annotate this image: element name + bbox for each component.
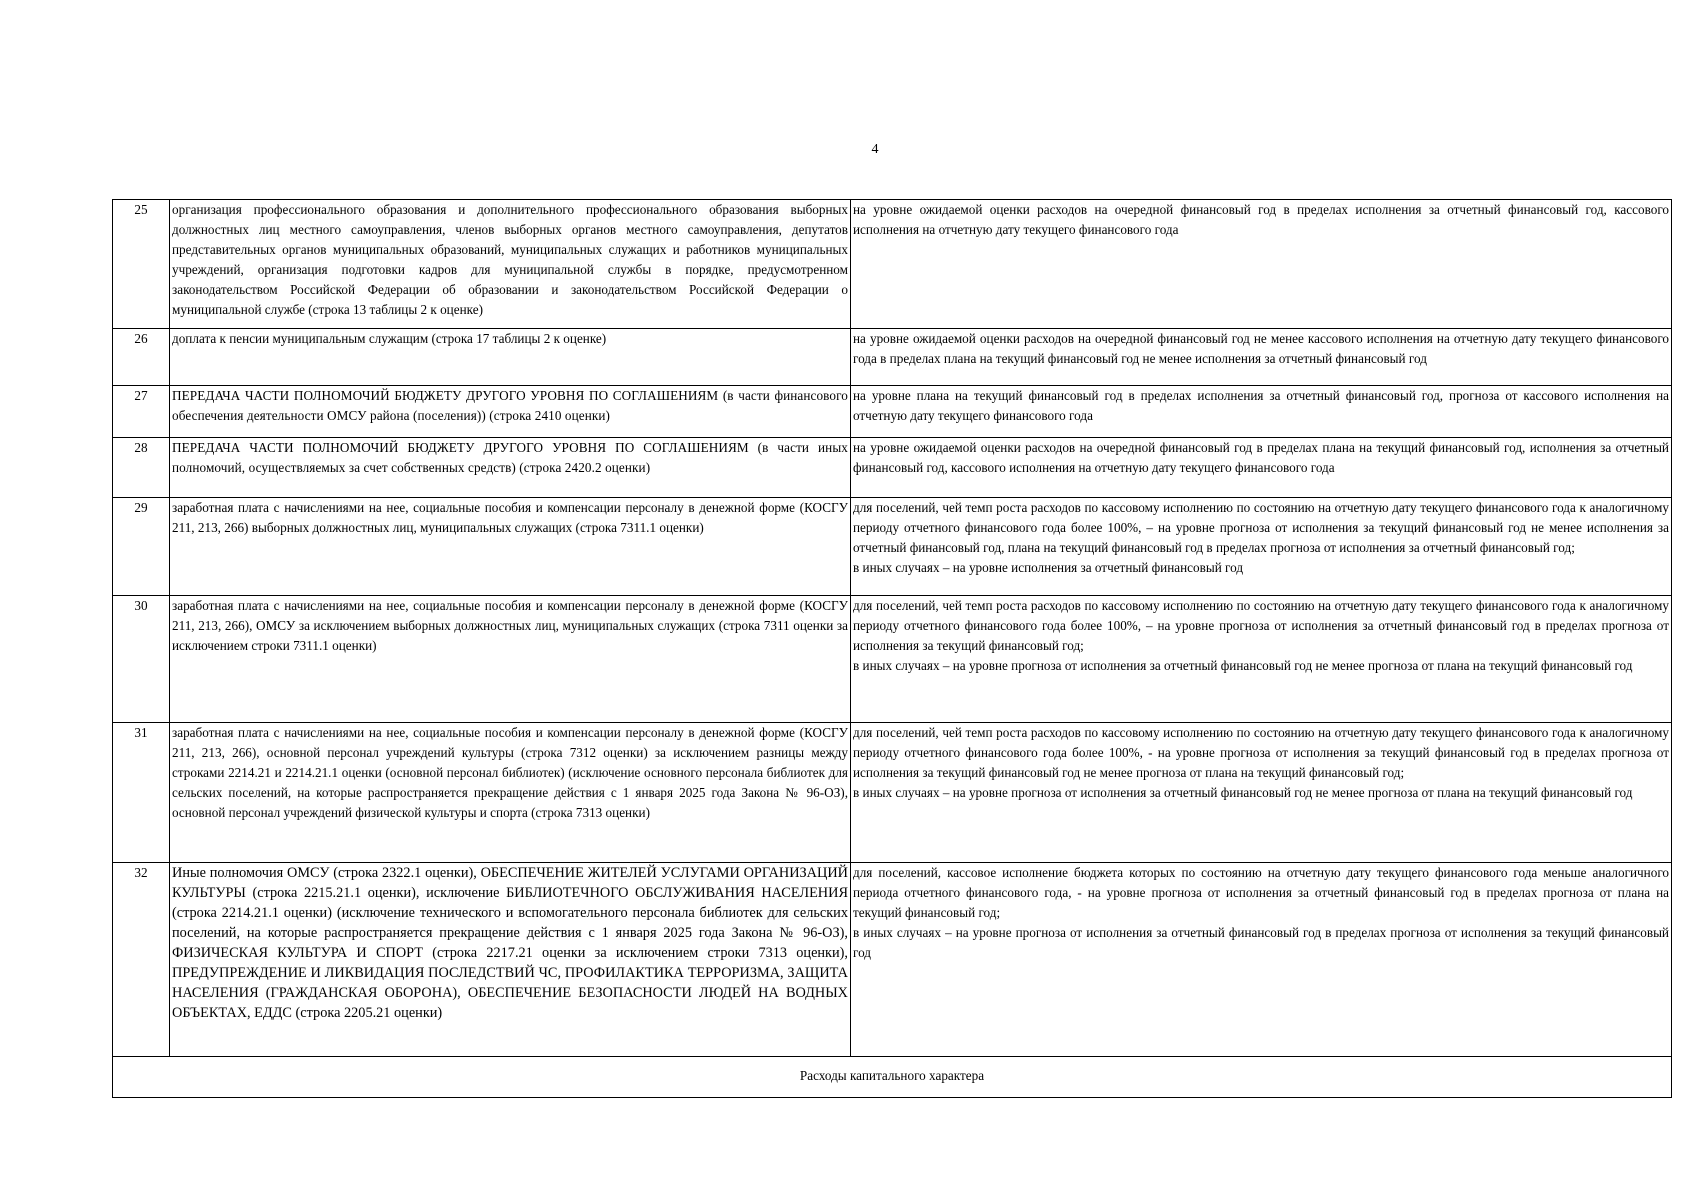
row-number: 32 <box>113 863 170 1057</box>
table-row <box>113 386 1672 438</box>
rule-paragraph: для поселений, кассовое исполнение бюджета которых по состоянию на отчетную дату текущего финансового года меньше аналогичного периода отчетного финансового года, - на уровне прогноза от исполнения за отчетный финансовый год в пределах прогноза от плана на текущий финансовый год; <box>853 865 1669 920</box>
table-row <box>113 200 1672 329</box>
rule-paragraph: для поселений, чей темп роста расходов по кассовому исполнению по состоянию на отчетную дату текущего финансового года к аналогичному периоду отчетного финансового года более 100%, - на уровне прогноза от исполнения за текущий финансовый год в пределах прогноза от исполнения за текущий финансовый год не менее прогноза от плана на текущий финансовый год; <box>853 725 1669 780</box>
calculation-rule: на уровне ожидаемой оценки расходов на очередной финансовый год в пределах исполнения за отчетный финансовый год, кассового исполнения на отчетную дату текущего финансового года <box>851 200 1672 329</box>
row-number: 26 <box>113 329 170 386</box>
section-heading: Расходы капитального характера <box>113 1057 1672 1098</box>
row-number: 25 <box>113 200 170 329</box>
rule-paragraph-other: в иных случаях – на уровне исполнения за отчетный финансовый год <box>853 560 1244 575</box>
row-number: 29 <box>113 498 170 596</box>
calculation-rule: на уровне ожидаемой оценки расходов на очередной финансовый год не менее кассового исполнения на отчетную дату текущего финансового года в пределах плана на текущий финансовый год не менее исполнения за отчетный финансовый год <box>851 329 1672 386</box>
expense-item: ПЕРЕДАЧА ЧАСТИ ПОЛНОМОЧИЙ БЮДЖЕТУ ДРУГОГО УРОВНЯ ПО СОГЛАШЕНИЯМ (в части финансового обеспечения деятельности ОМСУ района (поселения)) (строка 2410 оценки) <box>170 386 851 438</box>
calculation-rule <box>851 596 1672 723</box>
rule-paragraph: для поселений, чей темп роста расходов по кассовому исполнению по состоянию на отчетную дату текущего финансового года к аналогичному периоду отчетного финансового года более 100%, – на уровне прогноза от исполнения за отчетный финансовый год в пределах прогноза от исполнения за текущий финансовый год; <box>853 598 1669 653</box>
page-number: 4 <box>871 142 879 157</box>
table-row <box>113 329 1672 386</box>
calculation-rule: на уровне ожидаемой оценки расходов на очередной финансовый год в пределах плана на текущий финансовый год, исполнения за отчетный финансовый год, кассового исполнения на отчетную дату текущего финансового года <box>851 438 1672 498</box>
rule-paragraph: для поселений, чей темп роста расходов по кассовому исполнению по состоянию на отчетную дату текущего финансового года к аналогичному периоду отчетного финансового года более 100%, – на уровне прогноза от исполнения за текущий финансовый год не менее исполнения за отчетный финансовый год, плана на текущий финансовый год в пределах прогноза от исполнения за отчетный финансовый год; <box>853 500 1669 555</box>
expense-item: организация профессионального образования и дополнительного профессионального образования выборных должностных лиц местного самоуправления, членов выборных органов местного самоуправления, депутатов представительных органов муниципальных образований, муниципальных служащих и работников муниципальных учреждений, организация подготовки кадров для муниципальной службы в порядке, предусмотренном законодательством Российской Федерации об образовании и законодательством Российской Федерации о муниципальной службе (строка 13 таблицы 2 к оценке) <box>170 200 851 329</box>
table-row <box>113 438 1672 498</box>
row-number: 27 <box>113 386 170 438</box>
row-number: 31 <box>113 723 170 863</box>
table-row <box>113 723 1672 863</box>
row-number: 30 <box>113 596 170 723</box>
expense-item: ПЕРЕДАЧА ЧАСТИ ПОЛНОМОЧИЙ БЮДЖЕТУ ДРУГОГО УРОВНЯ ПО СОГЛАШЕНИЯМ (в части иных полномочий, осуществляемых за счет собственных средств) (строка 2420.2 оценки) <box>170 438 851 498</box>
calculation-rule: на уровне плана на текущий финансовый год в пределах исполнения за отчетный финансовый год, прогноза от кассового исполнения на отчетную дату текущего финансового года <box>851 386 1672 438</box>
table-row <box>113 596 1672 723</box>
calculation-rule <box>851 723 1672 863</box>
row-number: 28 <box>113 438 170 498</box>
rule-paragraph-other: в иных случаях – на уровне прогноза от исполнения за отчетный финансовый год не менее прогноза от плана на текущий финансовый год <box>853 785 1633 800</box>
calculation-rule <box>851 863 1672 1057</box>
expense-item: заработная плата с начислениями на нее, социальные пособия и компенсации персоналу в денежной форме (КОСГУ 211, 213, 266), ОМСУ за исключением выборных должностных лиц, муниципальных служащих (строка 7311 оценки за исключением строки 7311.1 оценки) <box>170 596 851 723</box>
expense-item: заработная плата с начислениями на нее, социальные пособия и компенсации персоналу в денежной форме (КОСГУ 211, 213, 266), основной персонал учреждений культуры (строка 7312 оценки) за исключением разницы между строками 2214.21 и 2214.21.1 оценки (основной персонал библиотек) (исключение основного персонала библиотек для сельских поселений, на которые распространяется прекращение действия с 1 января 2025 года Закона № 96-ОЗ), основной персонал учреждений физической культуры и спорта (строка 7313 оценки) <box>170 723 851 863</box>
expense-item: доплата к пенсии муниципальным служащим (строка 17 таблицы 2 к оценке) <box>170 329 851 386</box>
rule-paragraph-other: в иных случаях – на уровне прогноза от исполнения за отчетный финансовый год в пределах прогноза от исполнения за текущий финансовый год <box>853 925 1669 960</box>
expense-rules-table <box>112 199 1672 1098</box>
rule-paragraph-other: в иных случаях – на уровне прогноза от исполнения за отчетный финансовый год не менее прогноза от плана на текущий финансовый год <box>853 658 1633 673</box>
expense-item: Иные полномочия ОМСУ (строка 2322.1 оценки), ОБЕСПЕЧЕНИЕ ЖИТЕЛЕЙ УСЛУГАМИ ОРГАНИЗАЦИЙ КУЛЬТУРЫ (строка 2215.21.1 оценки), исключение БИБЛИОТЕЧНОГО ОБСЛУЖИВАНИЯ НАСЕЛЕНИЯ (строка 2214.21.1 оценки) (исключение технического и вспомогательного персонала библиотек для сельских поселений, на которые распространяется прекращение действия с 1 января 2025 года Закона № 96-ОЗ), ФИЗИЧЕСКАЯ КУЛЬТУРА И СПОРТ (строка 2217.21 оценки за исключением строки 7313 оценки), ПРЕДУПРЕЖДЕНИЕ И ЛИКВИДАЦИЯ ПОСЛЕДСТВИЙ ЧС, ПРОФИЛАКТИКА ТЕРРОРИЗМА, ЗАЩИТА НАСЕЛЕНИЯ (ГРАЖДАНСКАЯ ОБОРОНА), ОБЕСПЕЧЕНИЕ БЕЗОПАСНОСТИ ЛЮДЕЙ НА ВОДНЫХ ОБЪЕКТАХ, ЕДДС (строка 2205.21 оценки) <box>170 863 851 1057</box>
calculation-rule <box>851 498 1672 596</box>
table-row <box>113 498 1672 596</box>
table-row <box>113 863 1672 1057</box>
section-row <box>113 1057 1672 1098</box>
expense-item: заработная плата с начислениями на нее, социальные пособия и компенсации персоналу в денежной форме (КОСГУ 211, 213, 266) выборных должностных лиц, муниципальных служащих (строка 7311.1 оценки) <box>170 498 851 596</box>
